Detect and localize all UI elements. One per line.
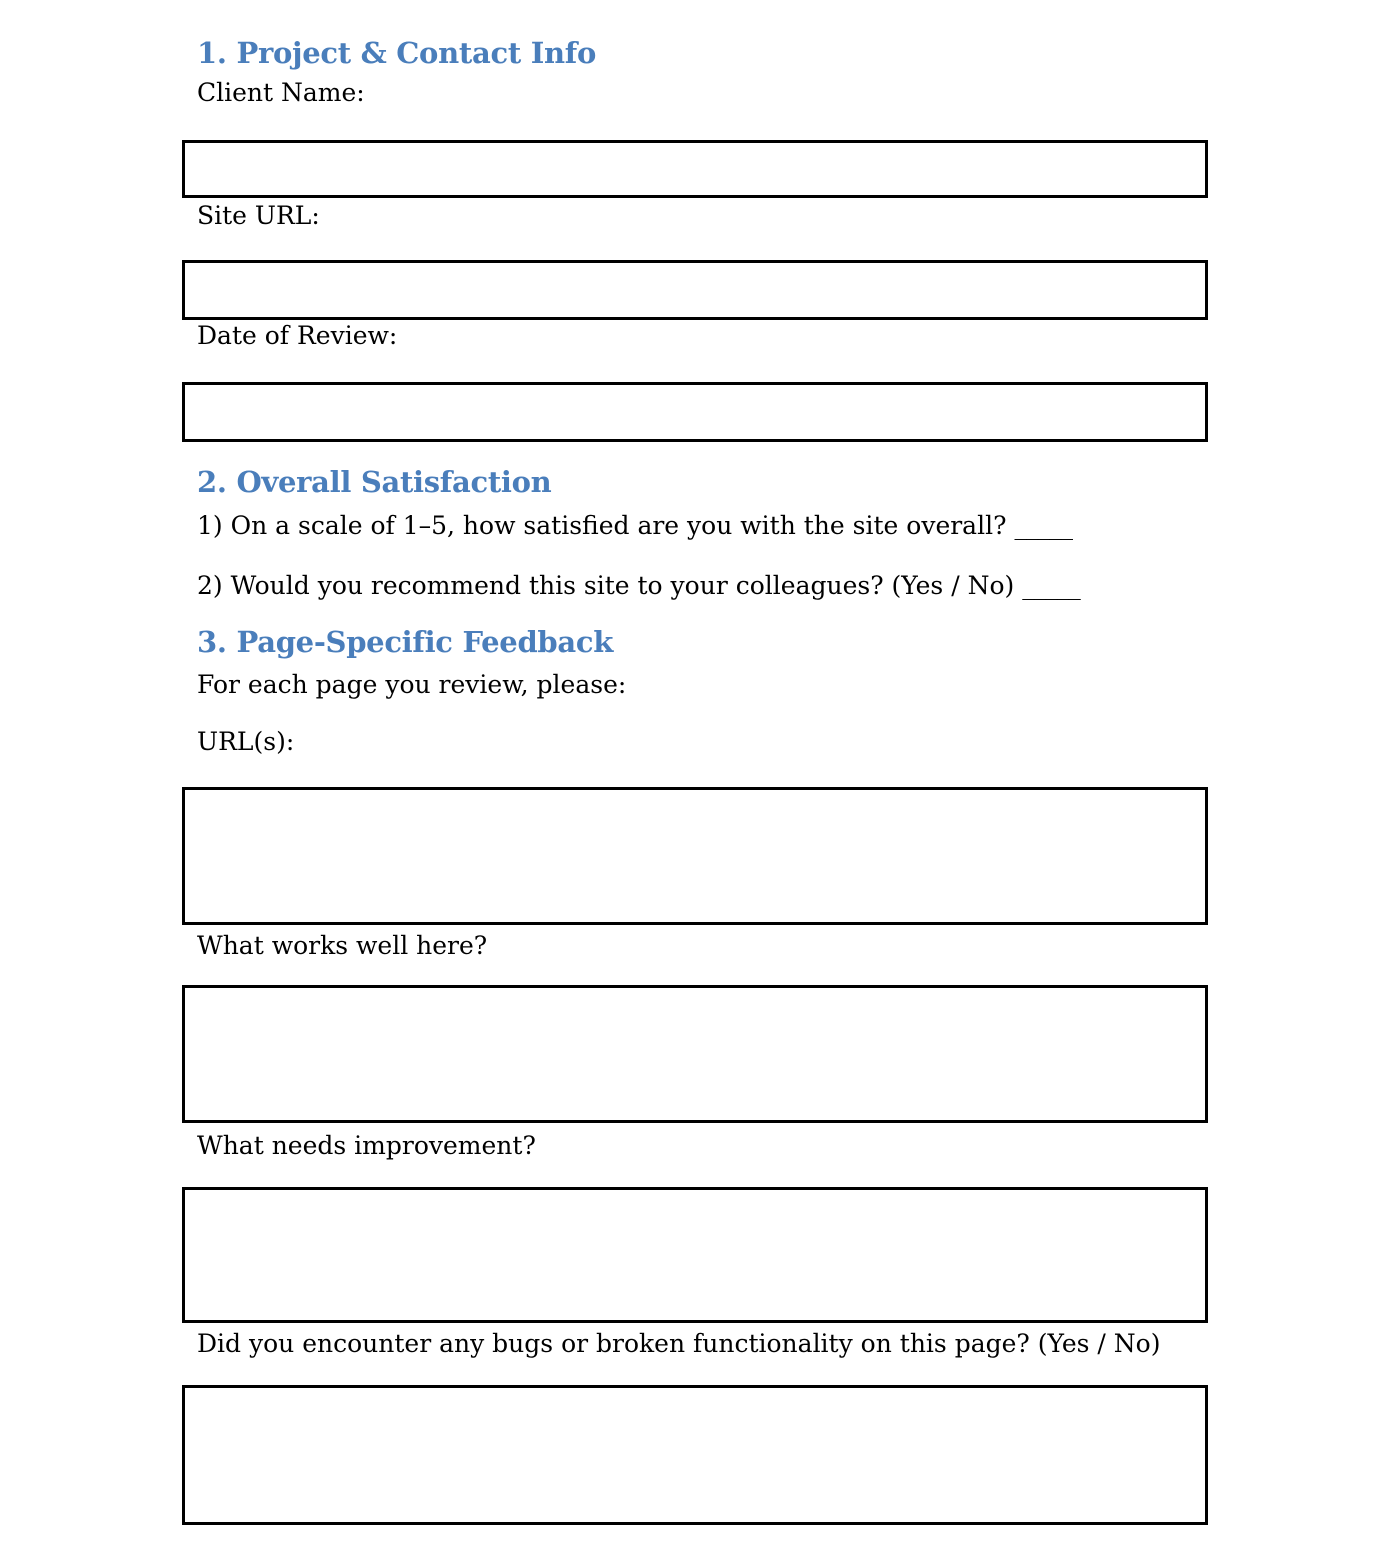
site-url-label: Site URL: xyxy=(197,201,320,230)
client-name-label: Client Name: xyxy=(197,78,365,107)
satisfaction-scale-blank[interactable]: _____ xyxy=(1014,511,1072,540)
section-title-page-specific-feedback: 3. Page-Specific Feedback xyxy=(197,625,614,659)
date-of-review-label: Date of Review: xyxy=(197,321,398,350)
bugs-input[interactable] xyxy=(182,1385,1208,1525)
needs-improvement-label: What needs improvement? xyxy=(197,1131,536,1160)
site-url-input[interactable] xyxy=(182,260,1208,320)
date-of-review-input[interactable] xyxy=(182,382,1208,442)
bugs-question-label: Did you encounter any bugs or broken functionality on this page? (Yes / No) xyxy=(197,1329,1161,1358)
satisfaction-scale-question xyxy=(197,510,1072,541)
urls-input[interactable] xyxy=(182,787,1208,925)
recommend-question-text: 2) Would you recommend this site to your colleagues? (Yes / No) xyxy=(197,571,1015,600)
section-title-project-contact-info: 1. Project & Contact Info xyxy=(197,36,596,70)
page-feedback-intro: For each page you review, please: xyxy=(197,670,627,699)
recommend-question xyxy=(197,570,1080,601)
client-name-input[interactable] xyxy=(182,140,1208,198)
urls-label: URL(s): xyxy=(197,727,295,756)
works-well-label: What works well here? xyxy=(197,931,488,960)
section-title-overall-satisfaction: 2. Overall Satisfaction xyxy=(197,465,552,499)
works-well-input[interactable] xyxy=(182,985,1208,1123)
recommend-blank[interactable]: _____ xyxy=(1022,571,1080,600)
satisfaction-scale-question-text: 1) On a scale of 1–5, how satisfied are you with the site overall? xyxy=(197,511,1007,540)
needs-improvement-input[interactable] xyxy=(182,1187,1208,1323)
